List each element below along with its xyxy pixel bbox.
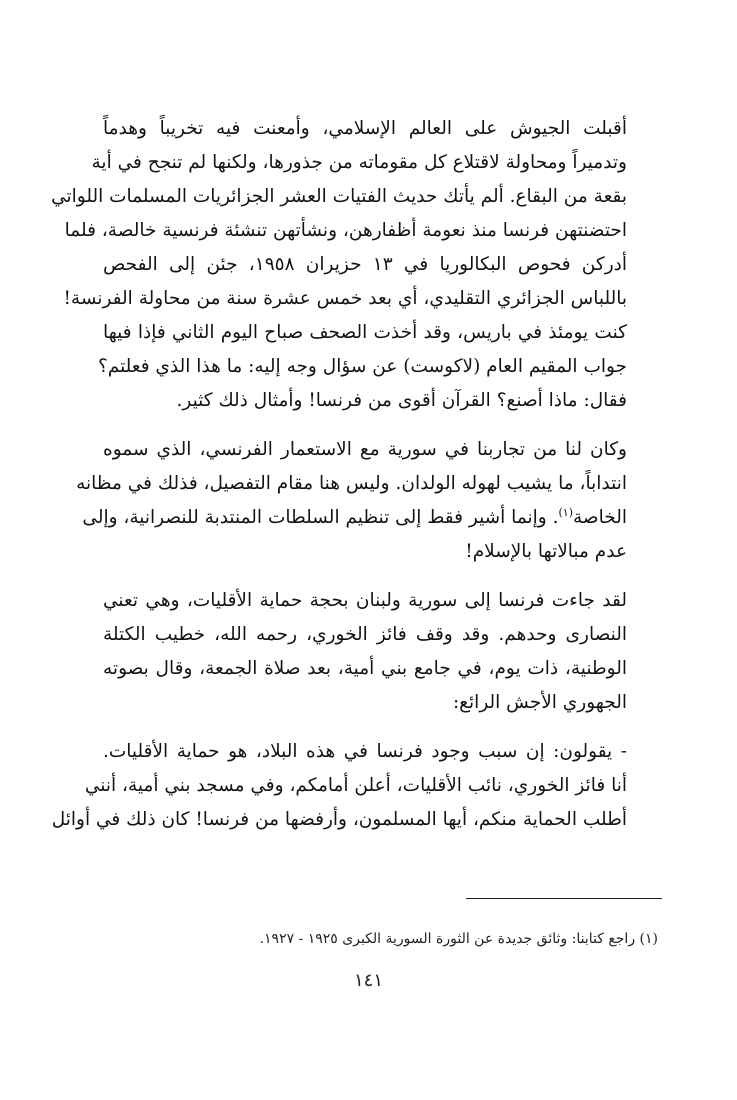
text-line: كنت يومئذ في باريس، وقد أخذت الصحف صباح اليوم الثاني فإذا فيها bbox=[103, 322, 627, 343]
footnote-reference[interactable]: (١) bbox=[558, 505, 574, 519]
text-line: الجهوري الأجش الرائع: bbox=[452, 692, 627, 713]
footnote-divider bbox=[466, 898, 662, 899]
paragraph-3 bbox=[103, 584, 665, 720]
text-line: أقبلت الجيوش على العالم الإسلامي، وأمعنت فيه تخريباً وهدماً bbox=[103, 118, 627, 139]
text-fragment: وإنما أشير فقط إلى تنظيم السلطات المنتدبة للنصرانية، وإلى bbox=[82, 507, 547, 528]
text-line: عدم مبالاتها بالإسلام! bbox=[465, 541, 627, 562]
page-number: ١٤١ bbox=[353, 970, 383, 991]
footnote: (١) راجع كتابنا: وثائق جديدة عن الثورة السورية الكبرى ١٩٢٥ - ١٩٢٧. bbox=[259, 931, 658, 947]
paragraph-1 bbox=[51, 112, 665, 418]
text-line: انتداباً، ما يشيب لهوله الولدان. وليس هنا مقام التفصيل، فذلك في مظانه bbox=[76, 473, 627, 494]
text-line: جواب المقيم العام (لاكوست) عن سؤال وجه إليه: ما هذا الذي فعلتم؟ bbox=[97, 356, 627, 377]
text-fragment: الخاصة bbox=[573, 507, 627, 528]
text-line: فقال: ماذا أصنع؟ القرآن أقوى من فرنسا! وأمثال ذلك كثير. bbox=[176, 390, 627, 411]
main-text bbox=[51, 112, 665, 852]
text-line: أدركن فحوص البكالوريا في ١٣ حزيران ١٩٥٨، جئن إلى الفحص bbox=[103, 254, 628, 275]
text-line: وكان لنا من تجاربنا في سورية مع الاستعمار الفرنسي، الذي سموه bbox=[103, 439, 627, 460]
text-line: احتضنتهن فرنسا منذ نعومة أظفارهن، ونشأتهن تنشئة فرنسية خالصة، فلما bbox=[64, 220, 627, 241]
text-line: الخاصة$^{(١)}$. وإنما أشير فقط إلى تنظيم السلطات المنتدبة للنصرانية، وإلى bbox=[82, 505, 627, 528]
paragraph-2 bbox=[76, 433, 665, 569]
text-line: وتدميراً ومحاولة لاقتلاع كل مقوماته من جذورها، ولكنها لم تنجح في أية bbox=[91, 152, 627, 173]
text-line: بقعة من البقاع. ألم يأتك حديث الفتيات العشر الجزائريات المسلمات اللواتي bbox=[51, 186, 627, 207]
paragraph-4 bbox=[51, 735, 665, 837]
text-line: باللباس الجزائري التقليدي، أي بعد خمس عشرة سنة من محاولة الفرنسة! bbox=[63, 288, 627, 309]
text-line: أطلب الحماية منكم، أيها المسلمون، وأرفضها من فرنسا! كان ذلك في أوائل bbox=[51, 809, 627, 830]
text-line: أنا فائز الخوري، نائب الأقليات، أعلن أمامكم، وفي مسجد بني أمية، أنني bbox=[84, 775, 627, 796]
text-line: النصارى وحدهم. وقد وقف فائز الخوري، رحمه الله، خطيب الكتلة bbox=[103, 624, 627, 645]
text-line: - يقولون: إن سبب وجود فرنسا في هذه البلاد، هو حماية الأقليات. bbox=[103, 741, 627, 762]
text-line: الوطنية، ذات يوم، في جامع بني أمية، بعد صلاة الجمعة، وقال بصوته bbox=[103, 658, 627, 679]
text-line: لقد جاءت فرنسا إلى سورية ولبنان بحجة حماية الأقليات، وهي تعني bbox=[103, 590, 627, 611]
